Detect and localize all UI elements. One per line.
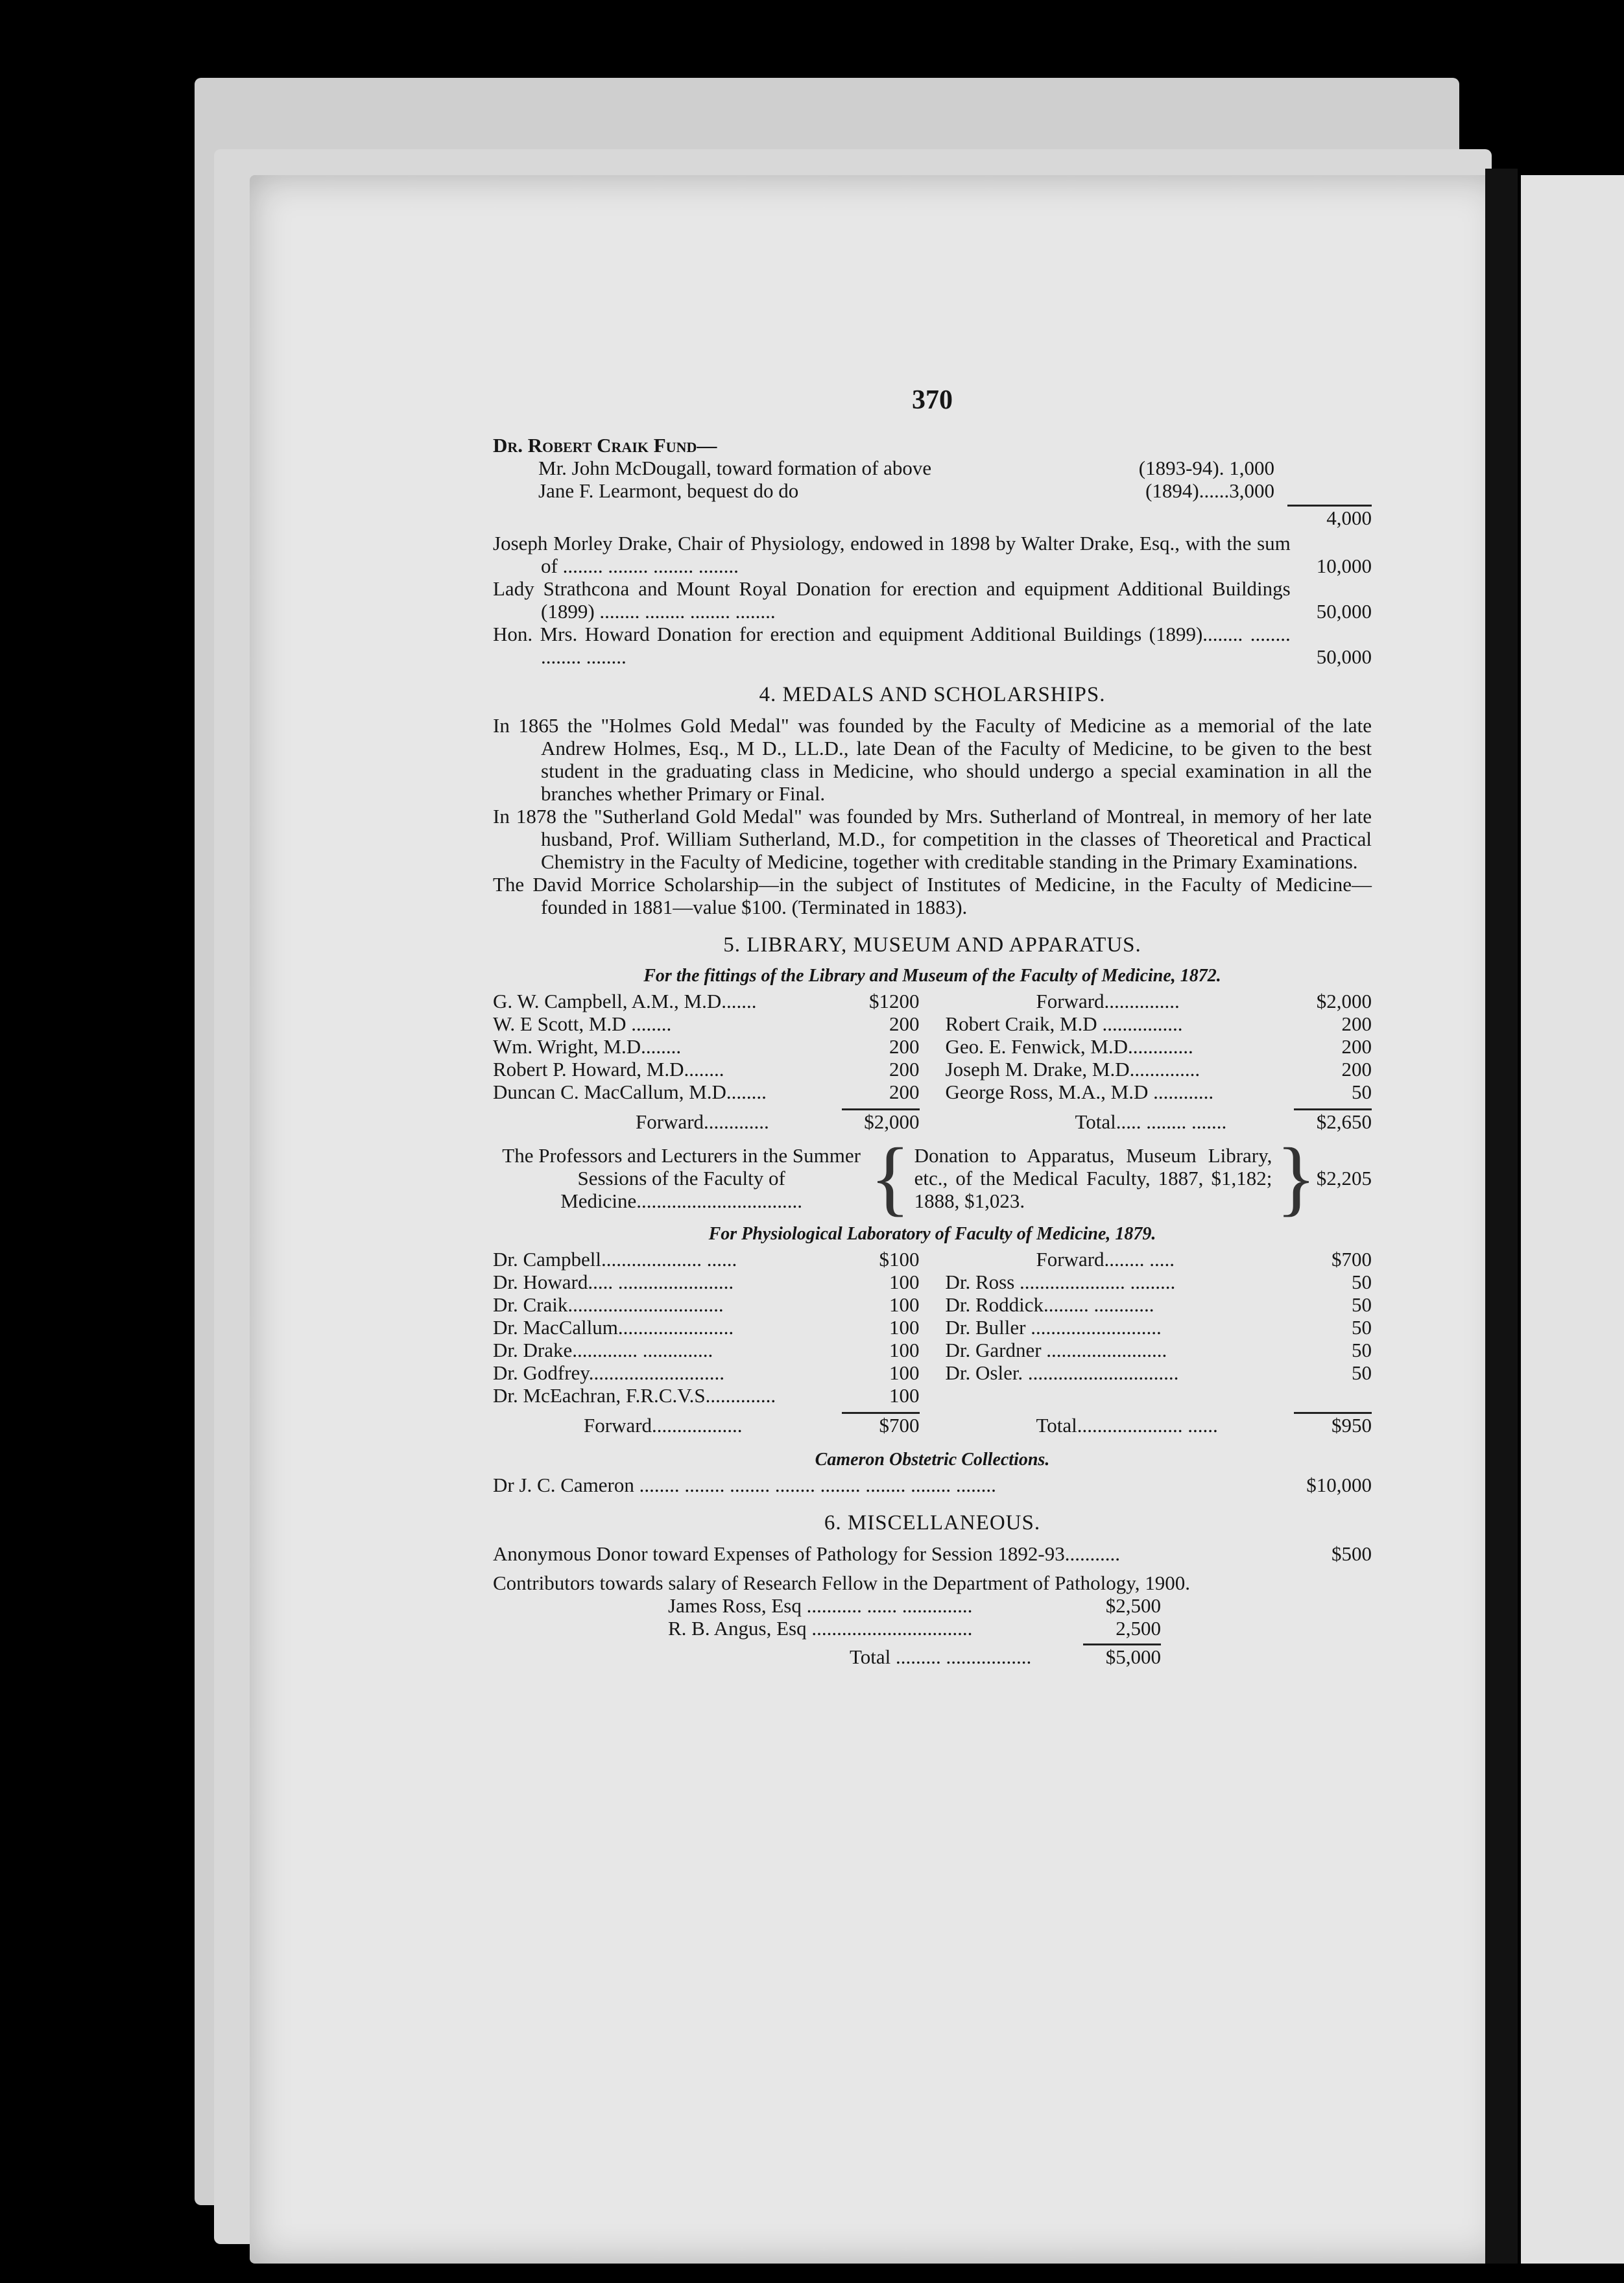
contrib-total-row (668, 1645, 1161, 1668)
donor-amount: $1200 (869, 990, 920, 1012)
medals-heading: 4. MEDALS AND SCHOLARSHIPS. (759, 683, 1106, 706)
donor-row (946, 1081, 1372, 1103)
facing-page-edge (1521, 175, 1624, 2264)
contrib-text: Contributors towards salary of Research Fellow in the Department of Pathology, 1900. (493, 1572, 1191, 1594)
contrib-name: James Ross, Esq ........... ...... .............. (668, 1594, 973, 1617)
donor-row (493, 1012, 920, 1035)
physiology-title: For Physiological Laboratory of Faculty of Medicine, 1879. (708, 1224, 1156, 1244)
donor-name: Wm. Wright, M.D........ (493, 1035, 682, 1058)
misc-heading: 6. MISCELLANEOUS. (824, 1511, 1041, 1535)
donor-row (493, 1248, 920, 1271)
fittings-columns (493, 990, 1372, 1133)
donor-name: Dr. MacCallum....................... (493, 1316, 734, 1339)
donor-row (493, 1339, 920, 1361)
donor-amount: 100 (889, 1271, 920, 1293)
donor-amount: 200 (1341, 1012, 1372, 1035)
donor-amount: 100 (889, 1316, 920, 1339)
donor-name: Duncan C. MacCallum, M.D........ (493, 1081, 767, 1103)
contrib-amount: $2,500 (1105, 1594, 1161, 1617)
donor-name: Dr. Roddick......... ............ (945, 1293, 1154, 1316)
donation-text: Donation to Apparatus, Museum Library, etc., of the Medical Faculty, 1887, $1,182; 1888, $1,023. (914, 1143, 1272, 1212)
donor-amount: 50 (1352, 1081, 1372, 1103)
donor-amount: 50 (1352, 1316, 1372, 1339)
donor-name: Dr. Campbell.................... ...... (493, 1248, 737, 1271)
donor-row (493, 1271, 920, 1293)
donor-name: G. W. Campbell, A.M., M.D....... (493, 990, 757, 1012)
right-brace: } (1276, 1131, 1317, 1225)
forward-label: Forward............. (636, 1110, 769, 1133)
craik-fund-row-label: Jane F. Learmont, bequest do do (538, 479, 799, 502)
craik-fund-row-label: Mr. John McDougall, toward formation of above (538, 457, 932, 479)
endowment-text: Joseph Morley Drake, Chair of Physiology, endowed in 1898 by Walter Drake, Esq., with the sum of ........ ........ ........ ........ (493, 532, 1291, 577)
fittings-right-column (946, 990, 1372, 1133)
donor-row (493, 1058, 920, 1081)
binding-edge (1485, 169, 1518, 2264)
library-heading: 5. LIBRARY, MUSEUM AND APPARATUS. (723, 933, 1141, 957)
donor-amount: 100 (889, 1361, 920, 1384)
donor-row (493, 1361, 920, 1384)
donor-row (946, 1058, 1372, 1081)
donor-name: Dr. Craik............................... (493, 1293, 724, 1316)
forward-amount: $2,000 (1316, 990, 1372, 1012)
donor-amount: 200 (889, 1081, 920, 1103)
endowment-value: 50,000 (1316, 645, 1372, 668)
donor-row (946, 1293, 1372, 1316)
endowment-row (493, 577, 1372, 623)
donor-amount: 100 (889, 1293, 920, 1316)
physiology-right-column (946, 1248, 1372, 1437)
cameron-amount: $10,000 (1306, 1474, 1372, 1496)
spacer (946, 1384, 1372, 1407)
cameron-row (493, 1474, 1372, 1496)
donor-amount: 50 (1352, 1339, 1372, 1361)
total-row (946, 1414, 1372, 1437)
donor-row (493, 1384, 920, 1407)
endowment-text: Lady Strathcona and Mount Royal Donation for erection and equipment Additional Buildings (1899) ........ ........ ........ ........ (493, 577, 1291, 623)
contrib-total-amount: $5,000 (1105, 1645, 1161, 1668)
donor-row (493, 1293, 920, 1316)
donor-row (946, 1012, 1372, 1035)
fittings-title: For the fittings of the Library and Museum of the Faculty of Medicine, 1872. (643, 966, 1221, 986)
medals-paragraph: In 1878 the "Sutherland Gold Medal" was founded by Mrs. Sutherland of Montreal, in memory of her late husband, Prof. William Sutherland, M.D., for competition in the classes of Theoretical and Practical Chemistry in the Faculty of Medicine, together with creditable standing in the Primary Examinations. (493, 805, 1372, 873)
donor-name: Dr. McEachran, F.R.C.V.S.............. (493, 1384, 776, 1407)
forward-label: Forward............... (1036, 990, 1180, 1012)
donor-amount: 50 (1352, 1293, 1372, 1316)
donor-row (946, 1035, 1372, 1058)
endowment-row (493, 532, 1372, 577)
fittings-left-column (493, 990, 920, 1133)
professors-text: The Professors and Lecturers in the Summer Sessions of the Faculty of Medicine................................. (502, 1143, 861, 1212)
donation-value: $2,205 (1316, 1166, 1372, 1189)
donor-row (946, 1339, 1372, 1361)
donor-name: Dr. Godfrey........................... (493, 1361, 725, 1384)
donor-amount: 100 (889, 1384, 920, 1407)
donor-amount: 50 (1352, 1271, 1372, 1293)
donor-name: Dr. Drake............. .............. (493, 1339, 713, 1361)
donor-name: Dr. Ross ..................... ......... (945, 1271, 1176, 1293)
page-number: 370 (912, 385, 953, 415)
total-label: Total..... ........ ....... (1075, 1110, 1227, 1133)
left-brace: { (870, 1131, 911, 1225)
donor-amount: $100 (879, 1248, 920, 1271)
donor-row (493, 990, 920, 1012)
forward-amount: $700 (879, 1414, 920, 1437)
anon-row (493, 1542, 1372, 1565)
forward-row (493, 1110, 920, 1133)
forward-amount: $700 (1331, 1248, 1372, 1271)
craik-fund-heading: Dr. Robert Craik Fund— (493, 434, 717, 457)
medals-paragraph: In 1865 the "Holmes Gold Medal" was founded by the Faculty of Medicine as a memorial of the late Andrew Holmes, Esq., M D., LL.D., late Dean of the Faculty of Medicine, to be given to the best student in the graduating class in Medicine, who should undergo a special examination in all the branches whether Primary or Final. (493, 714, 1372, 805)
donor-amount: 200 (1341, 1035, 1372, 1058)
medals-paragraph: The David Morrice Scholarship—in the subject of Institutes of Medicine, in the Faculty of Medicine—founded in 1881—value $100. (Terminated in 1883). (493, 873, 1372, 918)
anon-value: $500 (1331, 1542, 1372, 1565)
craik-fund-row-year: (1894)......3,000 (1145, 479, 1274, 502)
donor-row (946, 1361, 1372, 1384)
donor-name: Robert P. Howard, M.D........ (493, 1058, 724, 1081)
craik-fund-total: 4,000 (1326, 507, 1372, 529)
forward-label: Forward........ ..... (1036, 1248, 1175, 1271)
forward-row (946, 1248, 1372, 1271)
craik-fund-section (493, 434, 1372, 529)
donor-name: Geo. E. Fenwick, M.D............. (945, 1035, 1193, 1058)
donor-row (946, 1271, 1372, 1293)
endowment-value: 50,000 (1316, 600, 1372, 623)
donor-row (493, 1035, 920, 1058)
donor-name: Dr. Gardner ........................ (945, 1339, 1167, 1361)
donor-name: Dr. Buller .......................... (945, 1316, 1162, 1339)
contrib-amount: 2,500 (1116, 1617, 1161, 1640)
donor-amount: 50 (1352, 1361, 1372, 1384)
donor-amount: 200 (1341, 1058, 1372, 1081)
contrib-row (668, 1617, 1161, 1640)
total-label: Total..................... ...... (1036, 1414, 1218, 1437)
craik-fund-row-year: (1893-94). 1,000 (1138, 457, 1274, 479)
forward-row (493, 1414, 920, 1437)
contrib-total-label: Total ......... ................. (850, 1645, 1032, 1668)
spacer (493, 1565, 1372, 1572)
anon-text: Anonymous Donor toward Expenses of Pathology for Session 1892-93........... (493, 1542, 1120, 1565)
donor-name: Robert Craik, M.D ................ (945, 1012, 1183, 1035)
donor-name: Dr. Osler. .............................. (945, 1361, 1179, 1384)
craik-fund-row (493, 479, 1372, 502)
donor-row (946, 1316, 1372, 1339)
donor-row (493, 1316, 920, 1339)
donor-amount: 200 (889, 1058, 920, 1081)
cameron-title: Cameron Obstetric Collections. (815, 1450, 1050, 1470)
donor-name: George Ross, M.A., M.D ............ (945, 1081, 1214, 1103)
craik-fund-row (493, 457, 1372, 479)
apparatus-donation-block (493, 1131, 1372, 1225)
endowment-value: 10,000 (1316, 555, 1372, 577)
donor-row (493, 1081, 920, 1103)
donor-amount: 200 (889, 1012, 920, 1035)
donor-name: W. E Scott, M.D ........ (493, 1012, 672, 1035)
donor-amount: 200 (889, 1035, 920, 1058)
physiology-columns (493, 1248, 1372, 1437)
forward-amount: $2,000 (864, 1110, 920, 1133)
total-row (946, 1110, 1372, 1133)
donor-name: Dr. Howard..... ....................... (493, 1271, 734, 1293)
contrib-table (668, 1594, 1161, 1668)
donor-amount: 100 (889, 1339, 920, 1361)
contrib-name: R. B. Angus, Esq ................................ (668, 1617, 973, 1640)
document-page (493, 385, 1372, 1959)
donor-name: Joseph M. Drake, M.D.............. (945, 1058, 1200, 1081)
endowment-text: Hon. Mrs. Howard Donation for erection and equipment Additional Buildings (1899)........ ........ ........ ........ (493, 623, 1291, 668)
total-amount: $950 (1331, 1414, 1372, 1437)
cameron-name: Dr J. C. Cameron ........ ........ ........ ........ ........ ........ ........ ........ (493, 1474, 996, 1496)
physiology-left-column (493, 1248, 920, 1437)
forward-row (946, 990, 1372, 1012)
contrib-row (668, 1594, 1161, 1617)
endowment-row (493, 623, 1372, 668)
total-amount: $2,650 (1316, 1110, 1372, 1133)
forward-label: Forward.................. (584, 1414, 743, 1437)
